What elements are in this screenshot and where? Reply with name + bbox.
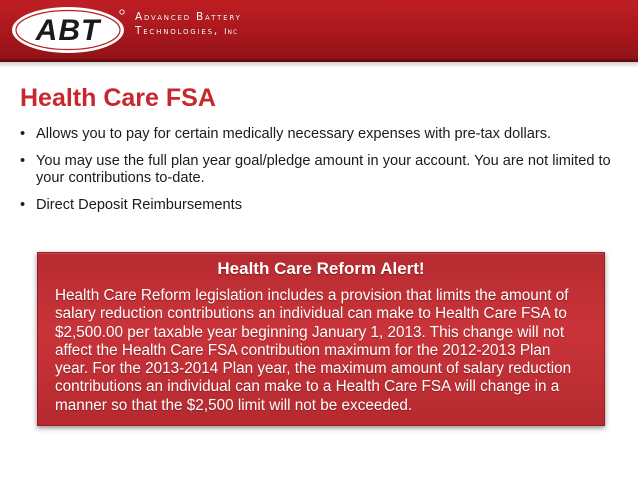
bullet-item [20, 126, 620, 143]
alert-body [55, 287, 600, 415]
alert-body-line: manner so that the $2,500 limit will not be exceeded. [55, 396, 413, 414]
bullet-list [20, 126, 620, 214]
alert-body-line: affect the Health Care FSA contribution maximum for the 2012-2013 Plan [55, 341, 551, 359]
alert-body-line: contributions an individual can make to a Health Care FSA will change in a [55, 378, 560, 396]
alert-title: Health Care Reform Alert! [217, 259, 425, 278]
bullet-marker: • [20, 197, 26, 213]
header-shadow [0, 62, 638, 68]
alert-body-line: Health Care Reform legislation includes a provision that limits the amount of [55, 287, 569, 304]
bullet-text: Allows you to pay for certain medically necessary expenses with pre-tax dollars. [36, 126, 552, 142]
logo-wordmark: ABT [35, 14, 101, 47]
tagline-technologies: Technologies, [135, 25, 219, 37]
health-care-reform-alert [37, 252, 605, 426]
alert-body-line: salary reduction contributions an individual can make to Health Care FSA to [55, 305, 567, 323]
alert-body-line: year. For the 2013-2014 Plan year, the maximum amount of salary reduction [55, 360, 572, 378]
alert-body-line: $2,500.00 per taxable year beginning January 1, 2013. This change will not [55, 323, 565, 341]
tagline-line-1: Advanced Battery [135, 11, 242, 23]
page-title: Health Care FSA [20, 84, 216, 112]
bullet-item [20, 153, 620, 187]
bullet-marker: • [20, 153, 26, 169]
bullet-item [20, 197, 620, 214]
company-tagline [135, 10, 275, 39]
bullet-text: Direct Deposit Reimbursements [36, 197, 243, 213]
bullet-text: You may use the full plan year goal/pledge amount in your account. You are not limited to your contributions to-date. [36, 153, 611, 186]
tagline-inc: Inc [224, 27, 239, 36]
abt-logo [10, 4, 130, 56]
bullet-marker: • [20, 126, 26, 142]
tagline-line-2 [135, 24, 275, 39]
